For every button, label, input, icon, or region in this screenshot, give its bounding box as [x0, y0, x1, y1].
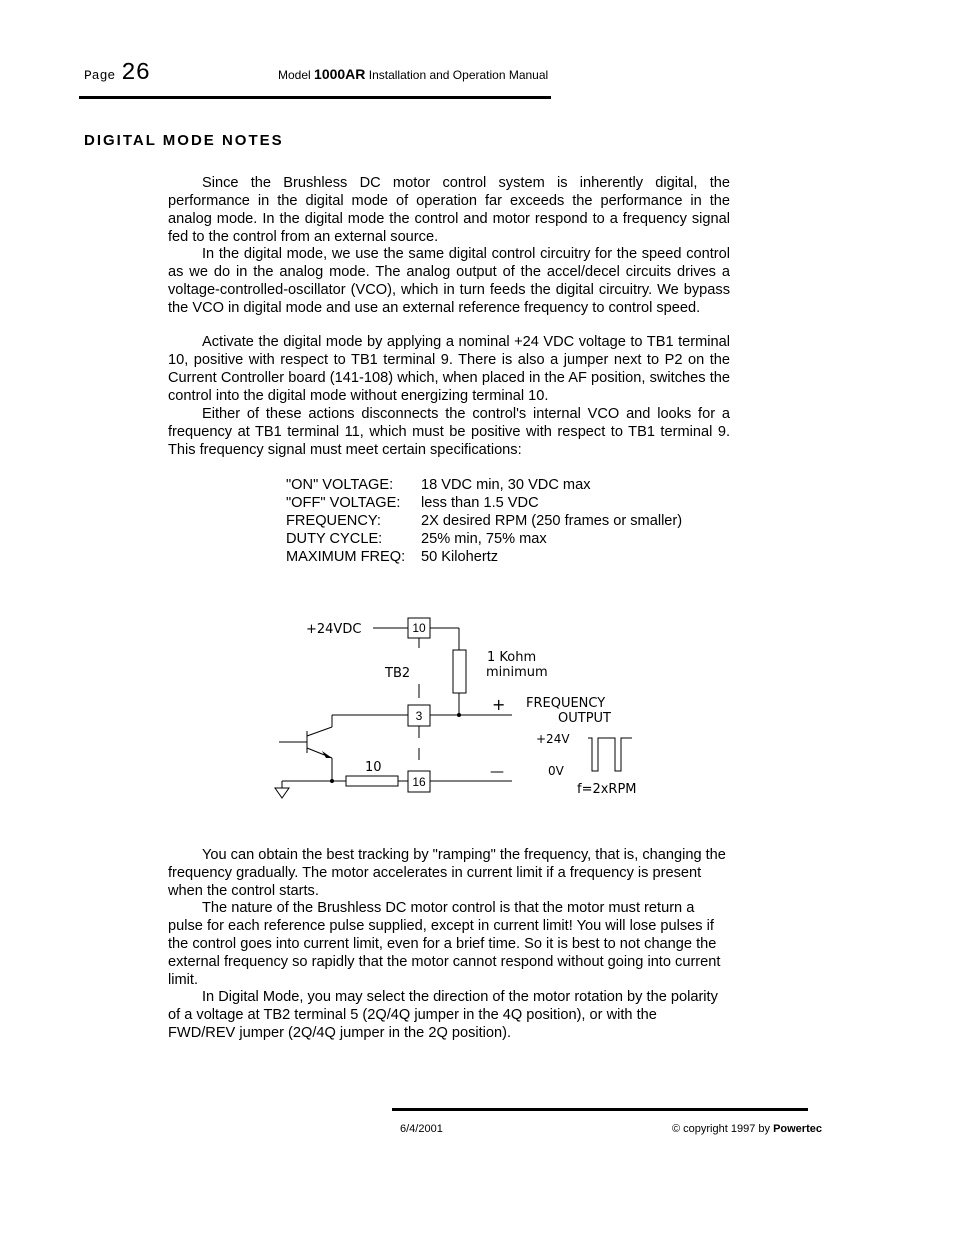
output-label: FREQUENCY: [526, 696, 606, 711]
page-label: Page: [84, 68, 116, 83]
paragraph: In the digital mode, we use the same digital control circuitry for the speed control as we do in the analog mode. The analog output of the accel/decel circuits drives a voltage-controlled-oscillator (VCO), which in turn feeds the digital circuitry. We bypass the VCO in digital mode and use an external reference frequency to control speed.: [168, 246, 730, 316]
circuit-diagram: [270, 600, 670, 805]
tb2-label: TB2: [385, 666, 411, 681]
plus-sign: +: [492, 695, 506, 714]
manual-title-suffix: Installation and Operation Manual: [368, 68, 549, 82]
spec-value: 2X desired RPM (250 frames or smaller): [421, 513, 683, 529]
footer-date: 6/4/2001: [400, 1123, 443, 1135]
resistor-label: 1 Kohm: [487, 650, 537, 665]
series-resistor: [346, 776, 398, 786]
spec-row: [286, 476, 682, 494]
header-rule: [79, 96, 551, 99]
spec-value: 18 VDC min, 30 VDC max: [421, 477, 591, 493]
footer-copyright: [672, 1123, 822, 1135]
manual-title: [278, 66, 548, 82]
section-title: DIGITAL MODE NOTES: [84, 132, 284, 149]
manual-title-model: 1000AR: [314, 66, 366, 82]
terminal-label: 10: [412, 621, 426, 635]
spec-label: "OFF" VOLTAGE:: [286, 495, 401, 511]
manual-title-prefix: Model: [278, 68, 311, 82]
paragraph: In Digital Mode, you may select the direction of the motor rotation by the polarity of a voltage at TB2 terminal 5 (2Q/4Q jumper in the 4Q position), or with the FWD/REV jumper (2Q/4Q jumper in the 2Q position).: [168, 989, 718, 1041]
terminal-label: 3: [415, 709, 423, 723]
footer-rule: [392, 1108, 808, 1111]
supply-label: +24VDC: [306, 622, 362, 637]
spec-table: [286, 476, 682, 566]
spec-row: [286, 530, 682, 548]
paragraph: You can obtain the best tracking by "ramping" the frequency, that is, changing the frequency gradually. The motor accelerates in current limit if a frequency is present when the control starts.: [168, 847, 726, 899]
spec-value: less than 1.5 VDC: [421, 495, 539, 511]
spec-row: [286, 548, 682, 566]
minus-sign: —: [490, 764, 504, 780]
paragraph: Activate the digital mode by applying a nominal +24 VDC voltage to TB1 terminal 10, positive with respect to TB1 terminal 9. There is also a jumper next to P2 on the Current Controller board (141-108) which, when placed in the AF position, switches the control into the digital mode without energizing terminal 10.: [168, 334, 730, 404]
pullup-resistor: [453, 650, 466, 693]
spec-row: [286, 494, 682, 512]
spec-label: "ON" VOLTAGE:: [286, 477, 394, 493]
paragraph: Since the Brushless DC motor control system is inherently digital, the performance in the digital mode of operation far exceeds the performance in the analog mode. In the digital mode the control and motor respond to a frequency signal fed to the control from an external source.: [168, 175, 730, 245]
terminal-label: 16: [412, 775, 426, 789]
spec-value: 25% min, 75% max: [421, 531, 547, 547]
copyright-text: © copyright 1997 by: [672, 1123, 770, 1135]
wave-formula: f=2xRPM: [577, 782, 637, 797]
spec-value: 50 Kilohertz: [421, 549, 499, 565]
series-resistor-label: 10: [365, 760, 382, 775]
paragraph: Either of these actions disconnects the control's internal VCO and looks for a frequency at TB1 terminal 11, which must be positive with respect to TB1 terminal 9. This frequency signal must meet certain specifications:: [168, 406, 730, 458]
page-number: [84, 60, 150, 87]
resistor-label: minimum: [486, 665, 548, 680]
company-name: Powertec: [773, 1123, 822, 1135]
wave-low-label: 0V: [548, 764, 564, 778]
output-label: OUTPUT: [558, 711, 611, 726]
spec-label: FREQUENCY:: [286, 513, 381, 529]
spec-label: DUTY CYCLE:: [286, 531, 383, 547]
wave-high-label: +24V: [536, 732, 570, 746]
paragraph: The nature of the Brushless DC motor control is that the motor must return a pulse for each reference pulse supplied, except in current limit! You will lose pulses if the control goes into current limit, even for a brief time. So it is best to not change the external frequency so rapidly that the motor cannot respond without going into current limit.: [168, 900, 721, 988]
spec-label: MAXIMUM FREQ:: [286, 549, 406, 565]
page-number-value: 26: [121, 60, 151, 87]
spec-row: [286, 512, 682, 530]
